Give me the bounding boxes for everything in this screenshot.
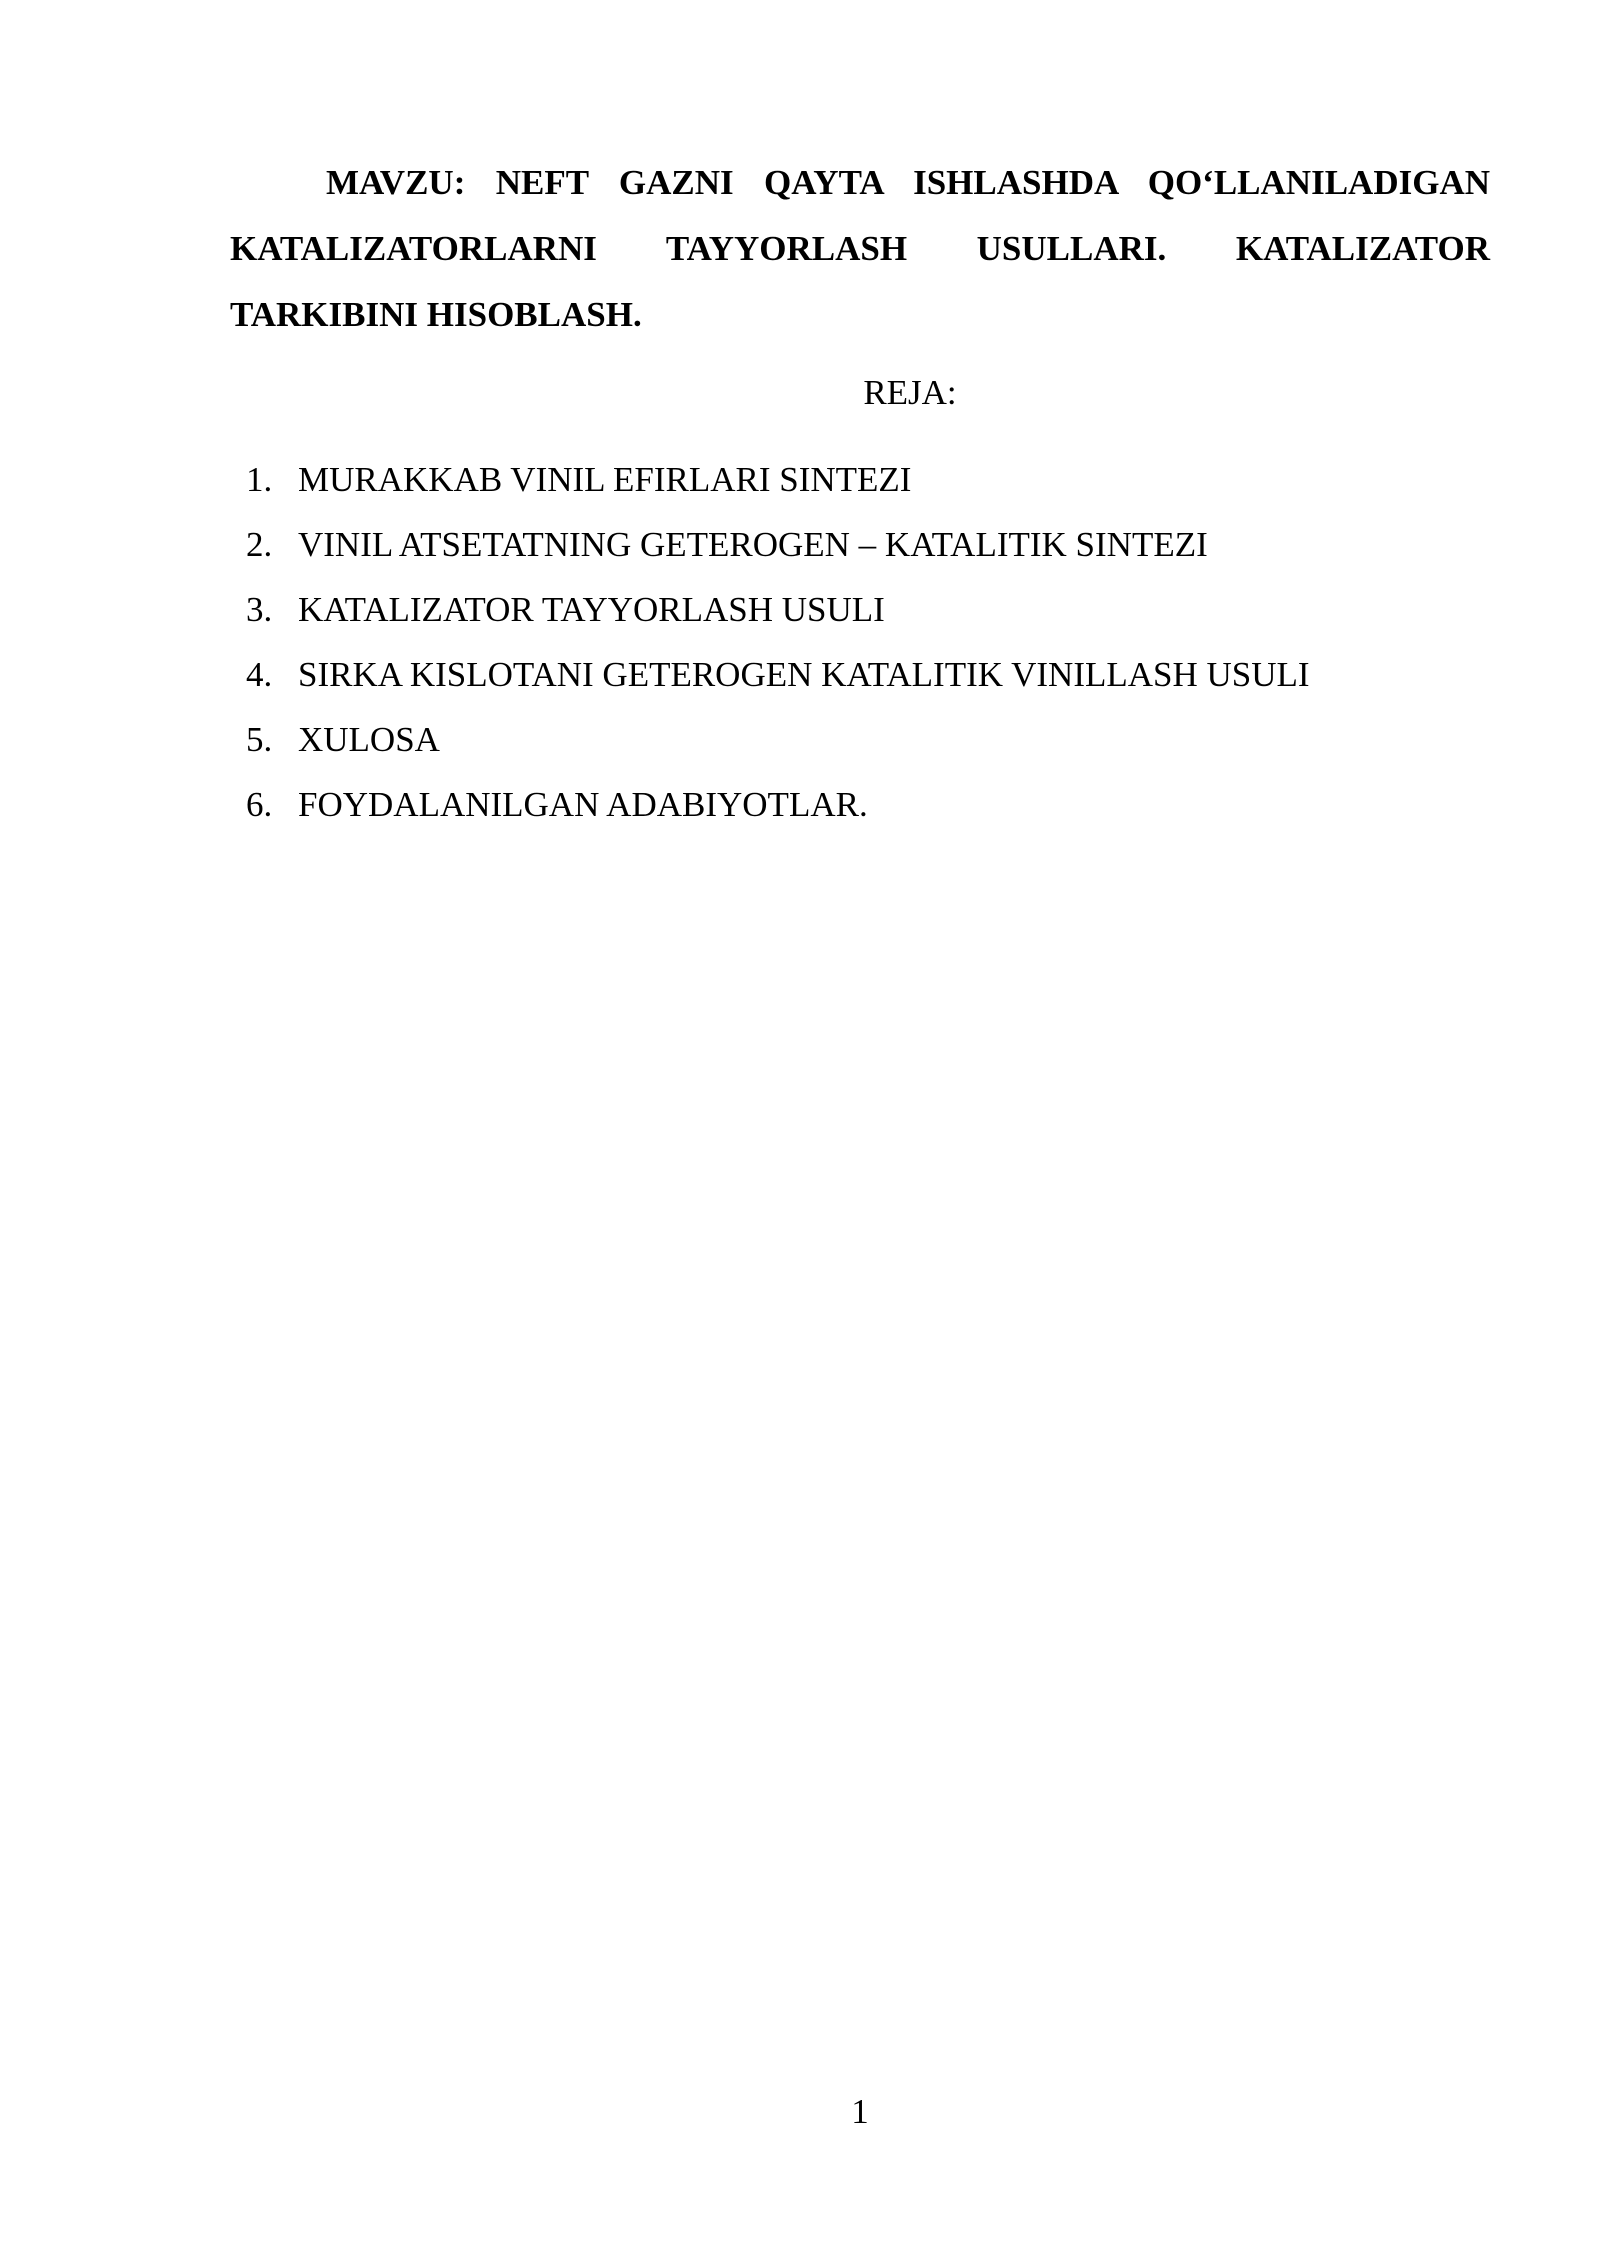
list-item-number: 5.: [246, 720, 273, 759]
list-item-text: KATALIZATOR TAYYORLASH USULI: [298, 590, 885, 629]
page-number: 1: [851, 2092, 869, 2131]
document-title: MAVZU: NEFT GAZNI QAYTA ISHLASHDA QO‘LLANILADIGAN KATALIZATORLARNI TAYYORLASH USULLARI. KATALIZATOR TARKIBINI HISOBLASH.: [230, 163, 1490, 334]
list-item: [246, 711, 1310, 776]
list-item: [246, 776, 1310, 841]
list-item-number: 1.: [246, 460, 273, 499]
list-item: [246, 646, 1310, 711]
list-item-text: MURAKKAB VINIL EFIRLARI SINTEZI: [298, 460, 912, 499]
list-item-text: VINIL ATSETATNING GETEROGEN – KATALITIK SINTEZI: [298, 525, 1208, 564]
list-item-text: SIRKA KISLOTANI GETEROGEN KATALITIK VINILLASH USULI: [298, 655, 1310, 694]
list-item-number: 3.: [246, 590, 273, 629]
list-item: [246, 451, 1310, 516]
plan-list: [246, 451, 1310, 841]
list-item-text: FOYDALANILGAN ADABIYOTLAR.: [298, 785, 868, 824]
list-item-number: 4.: [246, 655, 273, 694]
plan-heading: REJA:: [863, 373, 957, 412]
list-item-number: 6.: [246, 785, 273, 824]
list-item: [246, 516, 1310, 581]
list-item-number: 2.: [246, 525, 273, 564]
list-item-text: XULOSA: [298, 720, 440, 759]
list-item: [246, 581, 1310, 646]
